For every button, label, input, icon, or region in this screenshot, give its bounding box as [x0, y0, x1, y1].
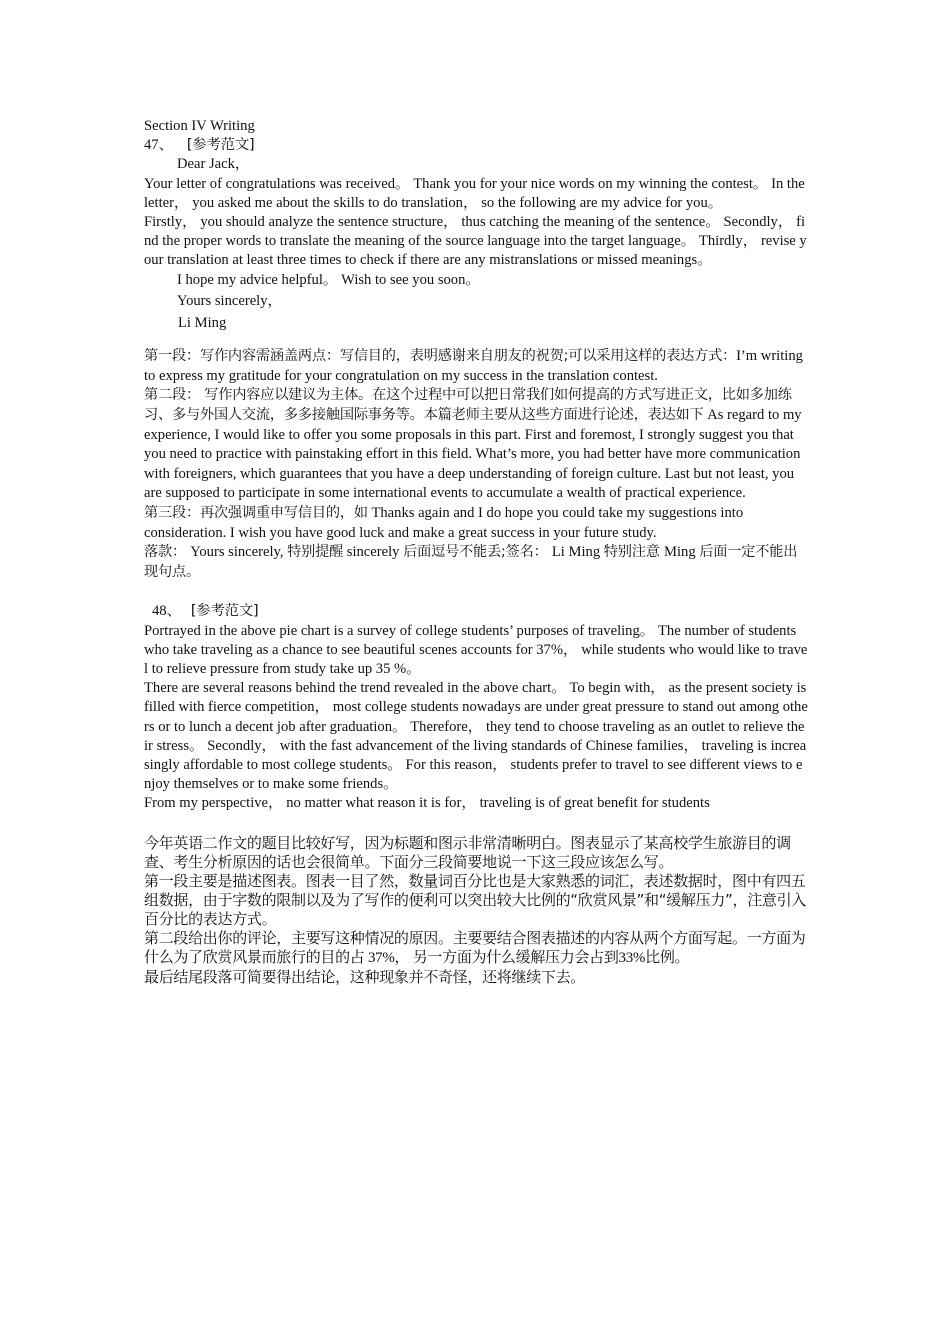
q47-heading [144, 136, 808, 155]
q47-paragraph-2: Firstly， you should analyze the sentence structure， thus catching the meaning of the sentence。 Secondly， find the proper words to translate the meaning of the source language into the target language。 Thirdly， revise your translation at least three times to check if there are any mistranslations or missed meanings。 [144, 214, 807, 269]
q48-paragraph-3: From my perspective， no matter what reason it is for， traveling is of great benefit for students [144, 795, 710, 812]
note4-en-b: sincerely [343, 544, 404, 561]
q47-valediction: Yours sincerely， [177, 292, 283, 309]
note3-cn: 第三段：再次强调重申写信目的，如 [144, 504, 368, 521]
q48-analysis-paragraph-3: 最后结尾段落可简要得出结论，这种现象并不奇怪，还将继续下去。 [144, 967, 586, 986]
q47-tag: [参考范文] [186, 137, 255, 154]
analysis2-d: 33% [618, 949, 646, 966]
q47-note-paragraph-3 [144, 504, 808, 543]
note4-cn-d: 特别注意 [603, 544, 665, 561]
note1-en: I’m writing to express my gratitude for your congratulation on my success in the translation contest. [144, 348, 803, 384]
note4-cn-e: 后面一定不能出现句点。 [144, 544, 798, 580]
document-page [144, 117, 808, 987]
q48-tag: [参考范文] [190, 603, 259, 620]
q47-note-paragraph-1 [144, 347, 808, 386]
q48-paragraph-1: Portrayed in the above pie chart is a survey of college students’ purposes of traveling。 The number of students who take traveling as a chance to see beautiful scenes accounts for 37%， while students who would like to travel to relieve pressure from study take up 35 %。 [144, 622, 808, 677]
note4-en-c: Li Ming [551, 544, 604, 561]
note3-en: Thanks again and I do hope you could take my suggestions into consideration. I wish you have good luck and make a great success in your future study. [144, 504, 744, 541]
analysis2-b: 37%， [364, 949, 413, 966]
q48-paragraph-2: There are several reasons behind the trend revealed in the above chart。 To begin with， as the present society is filled with fierce competition， most college students nowadays are under great pressure to stand out among others or to lunch a decent job after graduation。 Therefore， they tend to choose traveling as an outlet to relieve their stress。 Secondly， with the fast advancement of the living standards of Chinese families， traveling is increasingly affordable to most college students。 For this reason， students prefer to travel to see different views to enjoy themselves or to make some friends。 [144, 680, 808, 793]
q48-number: 48、 [152, 603, 182, 620]
q47-note-paragraph-2 [144, 386, 808, 504]
note2-en: As regard to my experience, I would like to offer you some proposals in this part. First and foremost, I strongly suggest you that you need to practice with painstaking effort in this field. What’s more, you had better have more communication with foreigners, which guarantees that you have a deep understanding of foreign culture. Last but not least, you are supposed to participate in some international events to accumulate a wealth of practical experience. [144, 407, 802, 502]
note4-en-d: Ming [664, 544, 700, 561]
note4-cn-b: 特别提醒 [287, 544, 344, 561]
q47-salutation: Dear Jack， [177, 156, 250, 173]
analysis2-a: 第二段给出你的评论，主要写这种情况的原因。主要要结合图表描述的内容从两个方面写起。一方面为什么为了欣赏风景而旅行的目的占 [144, 928, 806, 966]
q47-number: 47、 [144, 137, 174, 154]
q47-closing-line: I hope my advice helpful。 Wish to see you soon。 [177, 271, 480, 288]
q47-paragraph-1: Your letter of congratulations was received。 Thank you for your nice words on my winning the contest。 In the letter， you asked me about the skills to do translation， so the following are my advice for you。 [144, 175, 805, 211]
section-title: Section IV Writing [144, 118, 255, 134]
note4-en-a: Yours sincerely, [190, 544, 288, 561]
q48-heading [144, 602, 808, 621]
note4-cn-c: 后面逗号不能丢;签名： [403, 544, 552, 561]
q47-note-paragraph-4 [144, 543, 808, 582]
q48-analysis-paragraph-2 [144, 929, 808, 968]
q48-analysis-intro: 今年英语二作文的题目比较好写，因为标题和图示非常清晰明白。图表显示了某高校学生旅游目的调查、考生分析原因的话也会很简单。下面分三段简要地说一下这三段应该怎么写。 [144, 833, 791, 871]
analysis2-e: 比例。 [645, 947, 690, 966]
analysis2-c: 另一方面为什么缓解压力会占到 [412, 947, 619, 966]
note2-cn: 第二段： 写作内容应以建议为主体。在这个过程中可以把日常我们如何提高的方式写进正文，比如多加练习、多与外国人交流，多多接触国际事务等。本篇老师主要从这些方面进行论述，表达如下 [144, 387, 792, 424]
note4-cn-a: 落款： [144, 544, 191, 561]
note1-cn: 第一段：写作内容需涵盖两点：写信目的，表明感谢来自朋友的祝贺;可以采用这样的表达方式： [144, 348, 737, 365]
q48-analysis-paragraph-1: 第一段主要是描述图表。图表一目了然，数量词百分比也是大家熟悉的词汇，表述数据时，图中有四五组数据，由于字数的限制以及为了写作的便利可以突出较大比例的“欣赏风景”和“缓解压力”，注意引入百分比的表达方式。 [144, 871, 806, 928]
q47-signature: Li Ming [178, 315, 227, 332]
